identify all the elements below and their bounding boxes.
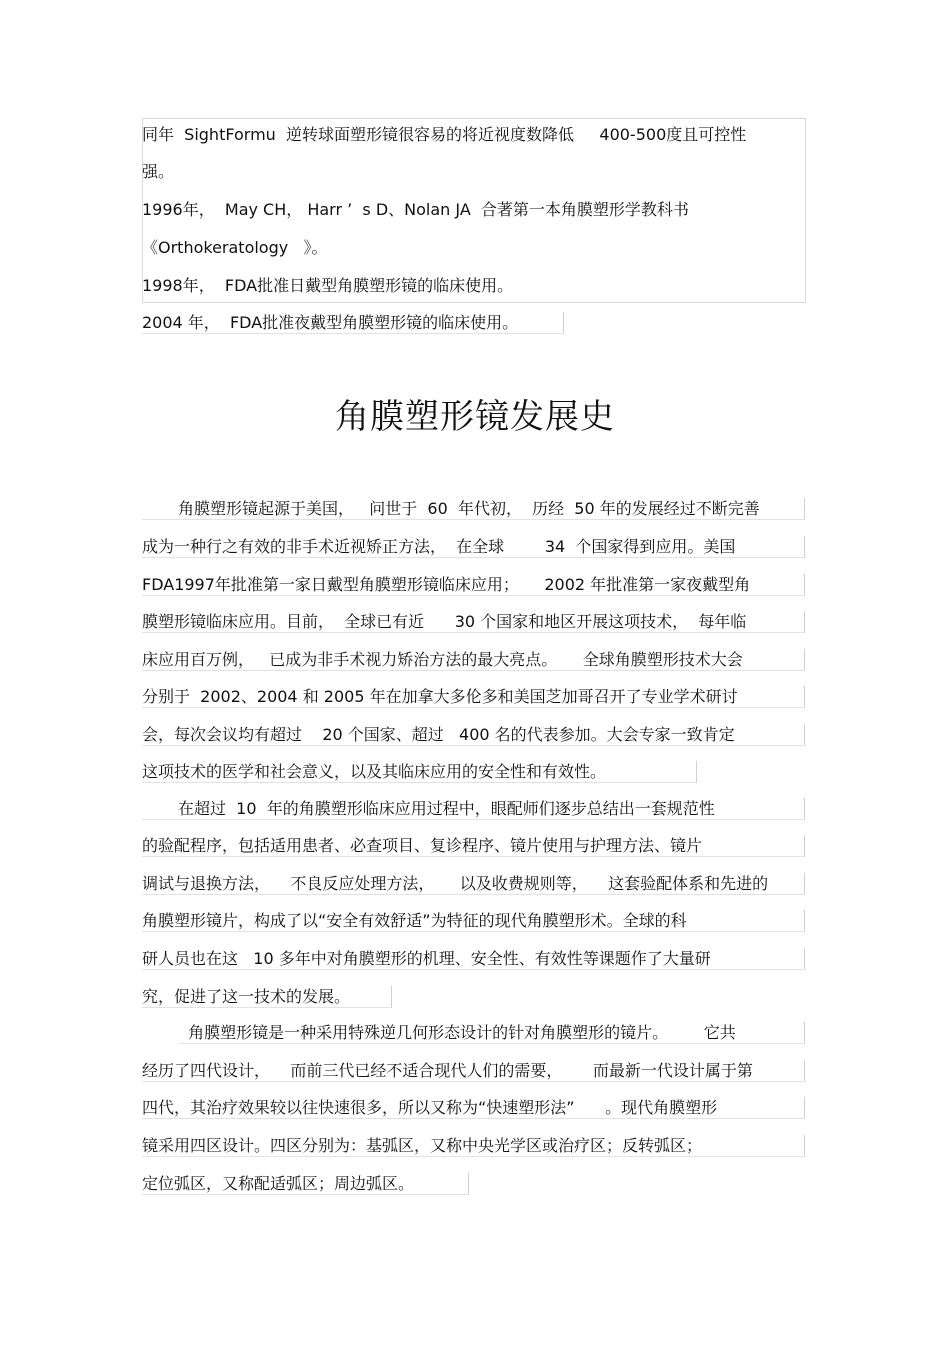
page-title: 角膜塑形镜发展史: [335, 397, 615, 437]
paragraph-line: 经历了四代设计， 而前三代已经不适合现代人们的需要， 而最新一代设计属于第: [142, 1061, 753, 1080]
paragraph-line: 成为一种行之有效的非手术近视矫正方法， 在全球 34 个国家得到应用。美国: [142, 537, 736, 556]
paragraph-line: 分别于 2002、2004 和 2005 年在加拿大多伦多和美国芝加哥召开了专业学术研讨: [142, 687, 738, 706]
paragraph-line: 角膜塑形镜是一种采用特殊逆几何形态设计的针对角膜塑形的镜片。 它共: [178, 1023, 736, 1042]
history-line: 同年 SightFormu 逆转球面塑形镜很容易的将近视度数降低 400-500度且可控性: [142, 125, 747, 144]
paragraph-line: 镜采用四区设计。四区分别为：基弧区，又称中央光学区或治疗区；反转弧区；: [142, 1136, 703, 1155]
paragraph-line: 会，每次会议均有超过 20 个国家、超过 400 名的代表参加。大会专家一致肯定: [142, 725, 735, 744]
paragraph-line: 究，促进了这一技术的发展。: [142, 987, 351, 1006]
paragraph-line: 床应用百万例， 已成为非手术视力矫治方法的最大亮点。 全球角膜塑形技术大会: [142, 650, 743, 669]
paragraph-line: 调试与退换方法， 不良反应处理方法， 以及收费规则等， 这套验配体系和先进的: [142, 874, 769, 893]
paragraph-line: FDA1997年批准第一家日戴型角膜塑形镜临床应用； 2002 年批准第一家夜戴型角: [142, 575, 751, 594]
paragraph-line: 研人员也在这 10 多年中对角膜塑形的机理、安全性、有效性等课题作了大量研: [142, 949, 711, 968]
paragraph-line: 角膜塑形镜起源于美国， 问世于 60 年代初， 历经 50 年的发展经过不断完善: [178, 499, 760, 518]
history-line: 1996年， May CH， Harr ’ s D、Nolan JA 合著第一本角膜塑形学教科书: [142, 200, 689, 219]
paragraph-line: 四代，其治疗效果较以往快速很多，所以又称为“快速塑形法” 。现代角膜塑形: [142, 1098, 718, 1117]
history-line: 《Orthokeratology 》。: [142, 238, 328, 257]
history-line: 强。: [142, 162, 175, 181]
paragraph-line: 膜塑形镜临床应用。目前， 全球已有近 30 个国家和地区开展这项技术， 每年临: [142, 612, 747, 631]
paragraph-line: 的验配程序，包括适用患者、必查项目、复诊程序、镜片使用与护理方法、镜片: [142, 836, 703, 855]
paragraph-line: 角膜塑形镜片，构成了以“安全有效舒适”为特征的现代角膜塑形术。全球的科: [142, 911, 687, 930]
paragraph-line: 这项技术的医学和社会意义，以及其临床应用的安全性和有效性。: [142, 762, 607, 781]
paragraph-line: 定位弧区，又称配适弧区；周边弧区。: [142, 1174, 415, 1193]
history-line: 1998年， FDA批准日戴型角膜塑形镜的临床使用。: [142, 276, 514, 295]
paragraph-line: 在超过 10 年的角膜塑形临床应用过程中，眼配师们逐步总结出一套规范性: [178, 799, 715, 818]
history-line-2004: 2004 年， FDA批准夜戴型角膜塑形镜的临床使用。: [142, 313, 519, 332]
